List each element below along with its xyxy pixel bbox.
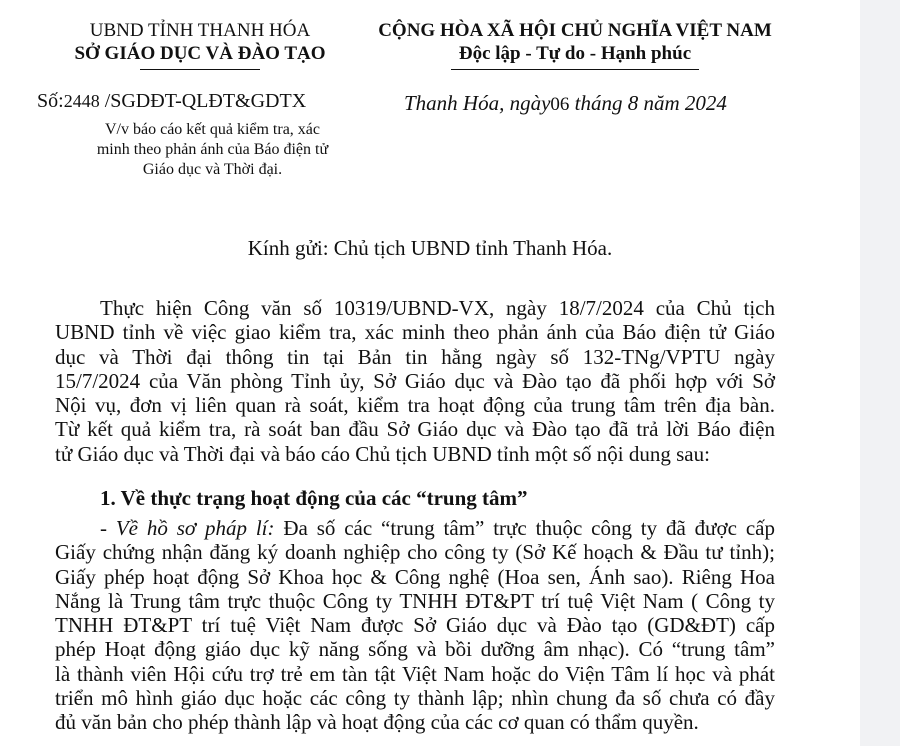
doc-number-value: 2448 <box>63 91 100 111</box>
section-1-paragraph <box>55 516 775 735</box>
paragraph-line <box>55 516 775 540</box>
paragraph-line: tử Giáo dục và Thời đại và báo cáo Chủ tịch UBND tỉnh một số nội dung sau: <box>55 441 710 466</box>
subject-line: Giáo dục và Thời đại. <box>142 161 283 178</box>
paragraph-line: phép Hoạt động giáo dục kỹ năng sống và bồi dưỡng âm nhạc). Có “trung tâm” <box>55 637 775 662</box>
paragraph-line: Giấy chứng nhận đăng ký doanh nghiệp cho công ty (Sở Kế hoạch & Đầu tư tỉnh); <box>55 540 775 565</box>
nation-title: CỘNG HÒA XÃ HỘI CHỦ NGHĨA VIỆT NAM <box>378 20 772 41</box>
paragraph-line: đủ văn bản cho phép thành lập và hoạt động của các cơ quan có thẩm quyền. <box>55 710 699 735</box>
place-date-prefix: Thanh Hóa, ngày <box>404 91 551 115</box>
paragraph-line: Từ kết quả kiểm tra, rà soát ban đầu Sở Giáo dục và Đào tạo đã trả lời Báo điện <box>55 417 775 442</box>
paragraph-line: Nắng là Trung tâm trực thuộc Công ty TNHH ĐT&PT trí tuệ Việt Nam ( Công ty <box>55 588 775 613</box>
paragraph-line: là thành viên Hội cứu trợ trẻ em tàn tật Việt Nam hoặc do Viện Tâm lí học và phát <box>55 661 775 686</box>
motto-underline <box>451 69 699 70</box>
paragraph-line: UBND tỉnh về việc giao kiểm tra, xác minh theo phản ánh của Báo điện tử Giáo <box>55 320 775 345</box>
department-name: SỞ GIÁO DỤC VÀ ĐÀO TẠO <box>74 43 326 64</box>
paragraph-line: Giấy phép hoạt động Sở Khoa học & Công nghệ (Hoa sen, Ánh sao). Riêng Hoa <box>55 564 775 589</box>
intro-paragraph <box>55 296 775 466</box>
paragraph-line: 15/7/2024 của Văn phòng Tỉnh ủy, Sở Giáo dục và Đào tạo đã phối hợp với Sở <box>55 368 775 393</box>
subject-line: V/v báo cáo kết quả kiểm tra, xác <box>104 121 321 138</box>
department-underline <box>140 69 260 70</box>
subject-line: minh theo phản ánh của Báo điện tử <box>96 141 329 158</box>
recipient-line: Kính gửi: Chủ tịch UBND tỉnh Thanh Hóa. <box>247 236 613 260</box>
national-motto: Độc lập - Tự do - Hạnh phúc <box>458 43 692 64</box>
doc-number-suffix: /SGDĐT-QLĐT&GDTX <box>104 90 307 112</box>
legal-records-lead: - Về hồ sơ pháp lí: <box>100 516 275 540</box>
paragraph-line: TNHH ĐT&PT trí tuệ Việt Nam được Sở Giáo dục và Đào tạo (GD&ĐT) cấp <box>55 613 775 638</box>
place-date-suffix: tháng 8 năm 2024 <box>569 91 727 115</box>
section-1-heading: 1. Về thực trạng hoạt động của các “trung tâm” <box>100 486 528 510</box>
paragraph-line: triển mô hình giáo dục hoặc các công ty thành lập; nhìn chung đa số chưa có đầy <box>55 686 775 711</box>
paragraph-line: dục và Thời đại thông tin tại Bản tin hằng ngày số 132-TNg/VPTU ngày <box>55 344 775 369</box>
agency-name: UBND TỈNH THANH HÓA <box>89 20 311 41</box>
place-and-date <box>404 91 727 116</box>
paragraph-text: Đa số các “trung tâm” trực thuộc công ty đã được cấp <box>274 516 775 540</box>
document-subject <box>40 120 385 180</box>
document-number <box>37 90 306 113</box>
viewer-side-panel <box>860 0 900 746</box>
paragraph-line: Nội vụ, đơn vị liên quan rà soát, kiểm tra hoạt động của trung tâm trên địa bàn. <box>55 393 775 418</box>
date-day: 06 <box>550 94 570 115</box>
paragraph-line: Thực hiện Công văn số 10319/UBND-VX, ngày 18/7/2024 của Chủ tịch <box>100 296 775 320</box>
doc-number-prefix: Số: <box>37 90 64 112</box>
